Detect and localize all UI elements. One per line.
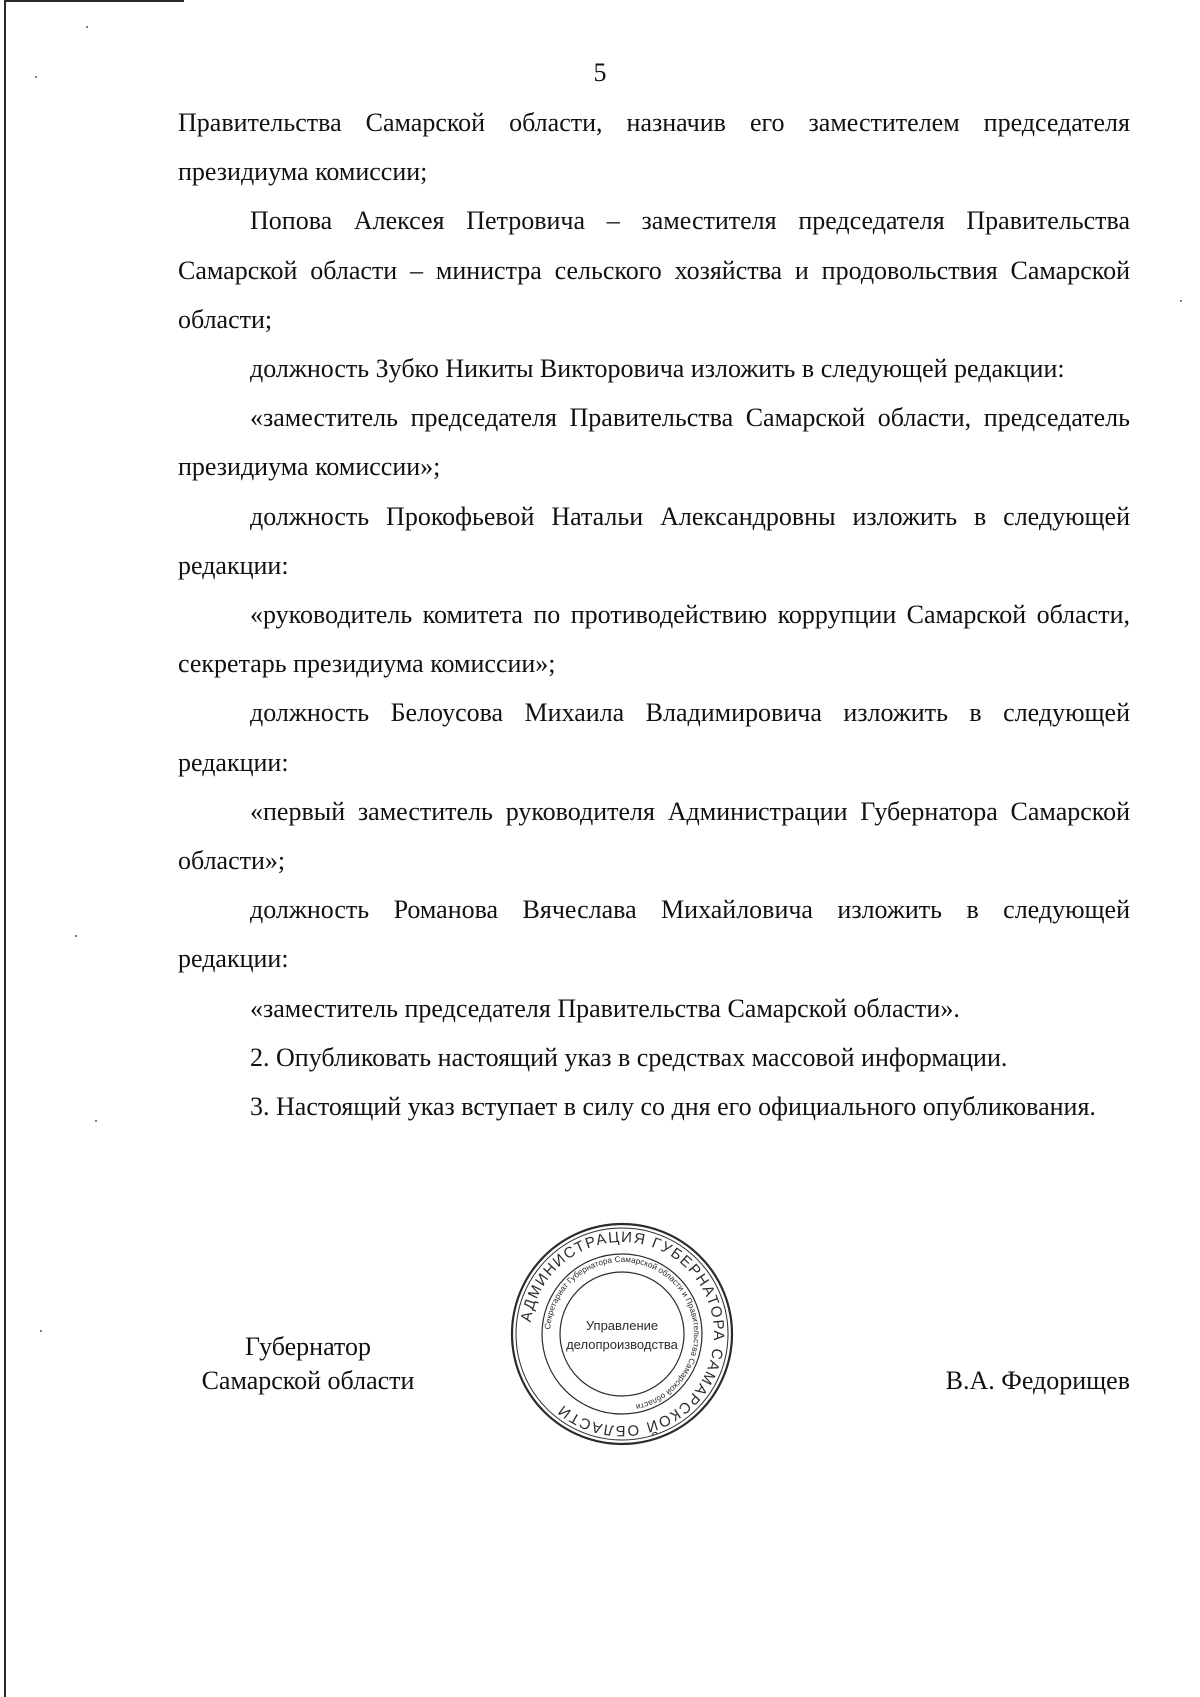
body-paragraph: 3. Настоящий указ вступает в силу со дня его официального опубликования.	[250, 1092, 1096, 1122]
seal-center-line1: Управление	[585, 1318, 659, 1333]
body-paragraph: «руководитель комитета по противодействию коррупции Самарской области, секретарь президиума комиссии»;	[178, 600, 1130, 679]
body-paragraph: должность Белоусова Михаила Владимировича изложить в следующей редакции:	[178, 698, 1130, 777]
body-paragraph: должность Прокофьевой Натальи Александровны изложить в следующей редакции:	[178, 501, 1130, 580]
scan-speck	[86, 26, 88, 28]
signatory-position	[178, 1330, 438, 1398]
scan-speck	[75, 935, 77, 937]
body-paragraph: Попова Алексея Петровича – заместителя председателя Правительства Самарской области – министра сельского хозяйства и продовольствия Самарской области;	[178, 206, 1130, 334]
body-paragraph: должность Романова Вячеслава Михайловича изложить в следующей редакции:	[178, 895, 1130, 974]
scan-edge-left	[4, 0, 6, 1697]
signatory-position-line1: Губернатор	[245, 1332, 371, 1361]
body-paragraph: «заместитель председателя Правительства Самарской области».	[250, 993, 960, 1023]
scan-speck	[40, 1330, 42, 1332]
scan-speck	[35, 76, 37, 78]
scan-speck	[95, 1120, 97, 1122]
scan-edge-top	[4, 0, 184, 2]
seal-inner-ring	[560, 1272, 684, 1396]
official-seal	[507, 1219, 737, 1449]
seal-middle-ring	[542, 1254, 702, 1414]
seal-center-line2: делопроизводства	[566, 1337, 678, 1352]
body-paragraph: «заместитель председателя Правительства Самарской области, председатель президиума комиссии»;	[178, 403, 1130, 482]
body-paragraph: Правительства Самарской области, назначив его заместителем председателя президиума комиссии;	[178, 108, 1130, 187]
document-body	[178, 98, 1130, 1131]
body-paragraph: 2. Опубликовать настоящий указ в средствах массовой информации.	[250, 1042, 1008, 1072]
seal-inner-text: Секретариат Губернатора Самарской области и Правительства Самарской области	[543, 1254, 702, 1412]
page-number: 5	[593, 58, 607, 87]
seal-outer-text: АДМИНИСТРАЦИЯ ГУБЕРНАТОРА САМАРСКОЙ ОБЛАСТИ	[517, 1228, 728, 1440]
signatory-name: В.А. Федорищев	[945, 1366, 1130, 1395]
body-paragraph: «первый заместитель руководителя Администрации Губернатора Самарской области»;	[178, 796, 1130, 876]
signatory-position-line2: Самарской области	[201, 1366, 415, 1395]
scan-speck	[1180, 300, 1182, 302]
body-paragraph: должность Зубко Никиты Викторовича изложить в следующей редакции:	[250, 354, 1065, 384]
